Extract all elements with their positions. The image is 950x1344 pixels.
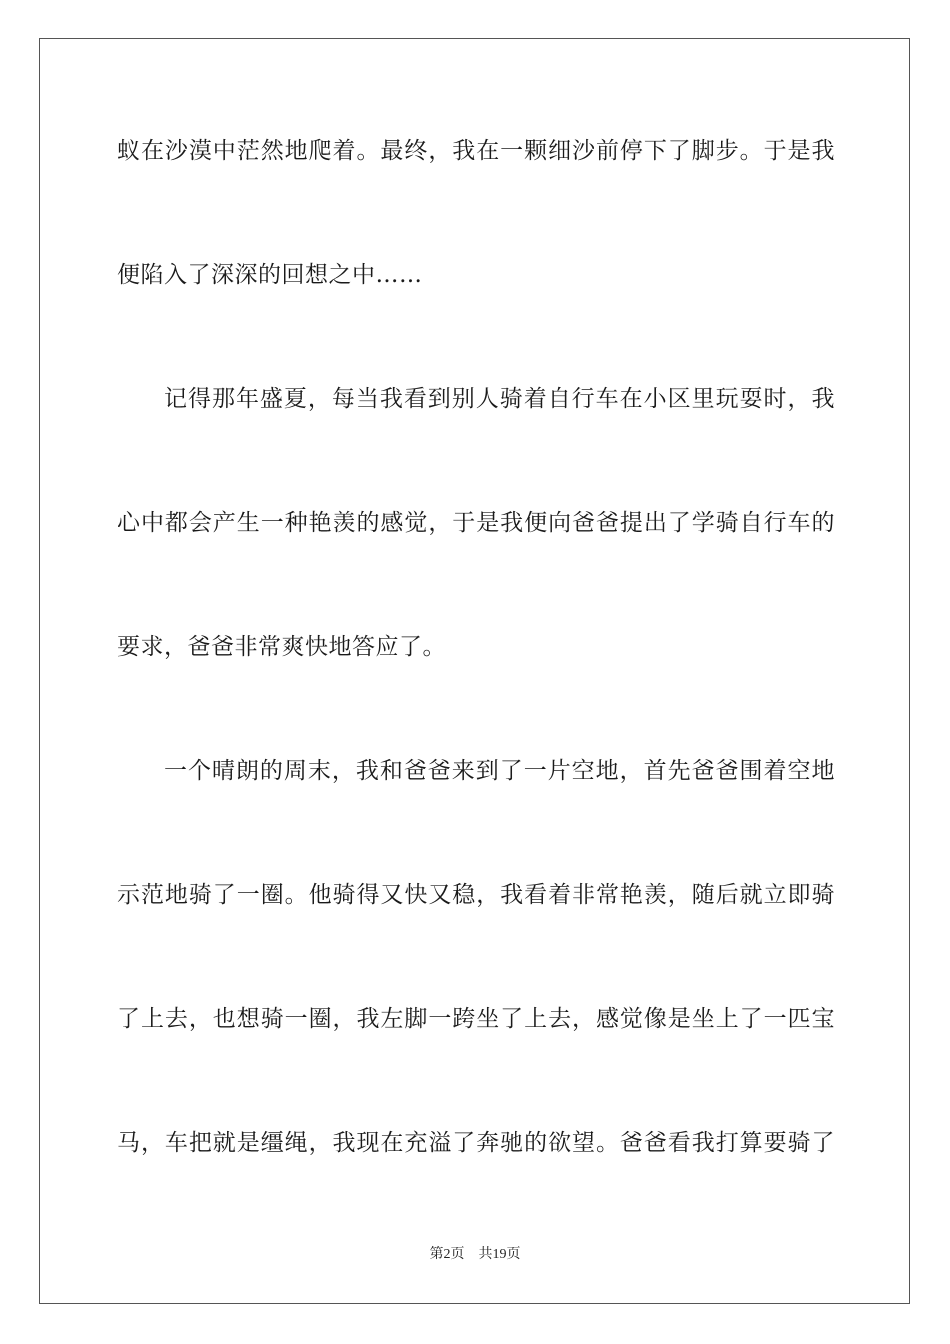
body-line-3: 记得那年盛夏，每当我看到别人骑着自行车在小区里玩耍时，我: [164, 386, 835, 412]
body-line-8: 了上去，也想骑一圈，我左脚一跨坐了上去，感觉像是坐上了一匹宝: [117, 1006, 835, 1032]
page-frame: [39, 38, 910, 1304]
page-footer: [0, 1245, 950, 1265]
page-number: 第2页: [429, 1247, 465, 1262]
page-total: 共19页: [478, 1247, 521, 1262]
body-line-1: 蚁在沙漠中茫然地爬着。最终，我在一颗细沙前停下了脚步。于是我: [117, 138, 835, 164]
body-line-7: 示范地骑了一圈。他骑得又快又稳，我看着非常艳羡，随后就立即骑: [117, 882, 835, 908]
body-line-6: 一个晴朗的周末，我和爸爸来到了一片空地，首先爸爸围着空地: [164, 758, 835, 784]
body-line-4: 心中都会产生一种艳羡的感觉，于是我便向爸爸提出了学骑自行车的: [117, 510, 835, 536]
body-line-2: 便陷入了深深的回想之中……: [117, 262, 423, 288]
body-line-9: 马，车把就是缰绳，我现在充溢了奔驰的欲望。爸爸看我打算要骑了: [117, 1130, 835, 1156]
body-line-5: 要求，爸爸非常爽快地答应了。: [117, 634, 446, 660]
